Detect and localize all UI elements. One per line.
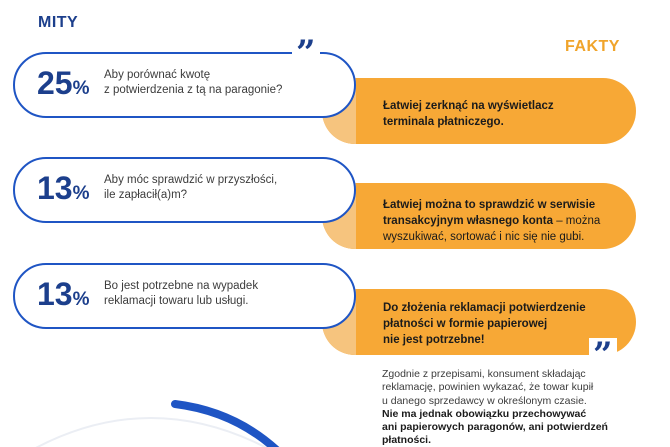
myth-2-line1: Aby móc sprawdzić w przyszłości, <box>104 174 278 186</box>
myth-3-percent-sign: % <box>72 289 90 310</box>
fact-3-text <box>383 300 623 348</box>
legal-note <box>382 368 637 447</box>
myth-2-percent-sign: % <box>72 183 90 204</box>
fact-3-line3: nie jest potrzebne! <box>383 334 485 346</box>
fact-1-text <box>383 98 623 130</box>
myth-3-percent <box>37 278 90 310</box>
note-bold-line-1: Nie ma jednak obowiązku przechowywać <box>382 407 587 420</box>
myth-2-percent-value: 13 <box>37 170 73 206</box>
myth-3-text <box>104 279 344 309</box>
fact-2-normal-line2: – można <box>553 215 601 227</box>
myth-3-line1: Bo jest potrzebne na wypadek <box>104 280 259 292</box>
note-line-2: reklamację, powinien wykazać, że towar kupił <box>382 381 594 394</box>
note-line-1: Zgodnie z przepisami, konsument składając <box>382 368 586 380</box>
myth-card-2 <box>13 157 356 223</box>
note-bold-line-2: ani papierowych paragonów, ani potwierdzeń <box>382 421 608 434</box>
fact-2-bold-line2: transakcyjnym własnego konta <box>383 215 554 227</box>
fact-2-bold-line1: Łatwiej można to sprawdzić w serwisie <box>383 199 596 211</box>
fact-1-line1: Łatwiej zerknąć na wyświetlacz <box>383 100 554 112</box>
myth-1-line1: Aby porównać kwotę <box>104 69 211 81</box>
myths-heading: MITY <box>38 14 79 31</box>
fact-2-normal-line3: wyszukiwać, sortować i nic się nie gubi. <box>383 231 585 243</box>
note-line-3: u danego sprzedawcy w określonym czasie. <box>382 394 587 407</box>
quote-mark-icon: ” <box>292 36 320 70</box>
quote-mark-icon: ” <box>589 338 617 372</box>
facts-heading: FAKTY <box>565 38 620 55</box>
myth-3-line2: reklamacji towaru lub usługi. <box>104 295 249 307</box>
fact-1-line2: terminala płatniczego. <box>383 116 504 128</box>
myth-1-percent <box>37 67 90 99</box>
myth-2-line2: ile zapłacił(a)m? <box>104 189 188 201</box>
myth-2-percent <box>37 172 90 204</box>
note-bold-line-3: płatności. <box>382 434 432 447</box>
fact-3-line1: Do złożenia reklamacji potwierdzenie <box>383 302 586 314</box>
myth-3-percent-value: 13 <box>37 276 73 312</box>
myth-1-percent-value: 25 <box>37 65 73 101</box>
fact-3-line2: płatności w formie papierowej <box>383 318 548 330</box>
decorative-arc <box>0 398 340 447</box>
fact-card-1 <box>322 78 636 144</box>
myth-card-3 <box>13 263 356 329</box>
myth-2-text <box>104 173 344 203</box>
myth-1-line2: z potwierdzenia z tą na paragonie? <box>104 84 283 96</box>
myth-1-percent-sign: % <box>72 78 90 99</box>
fact-card-2 <box>322 183 636 249</box>
fact-2-text <box>383 197 623 245</box>
